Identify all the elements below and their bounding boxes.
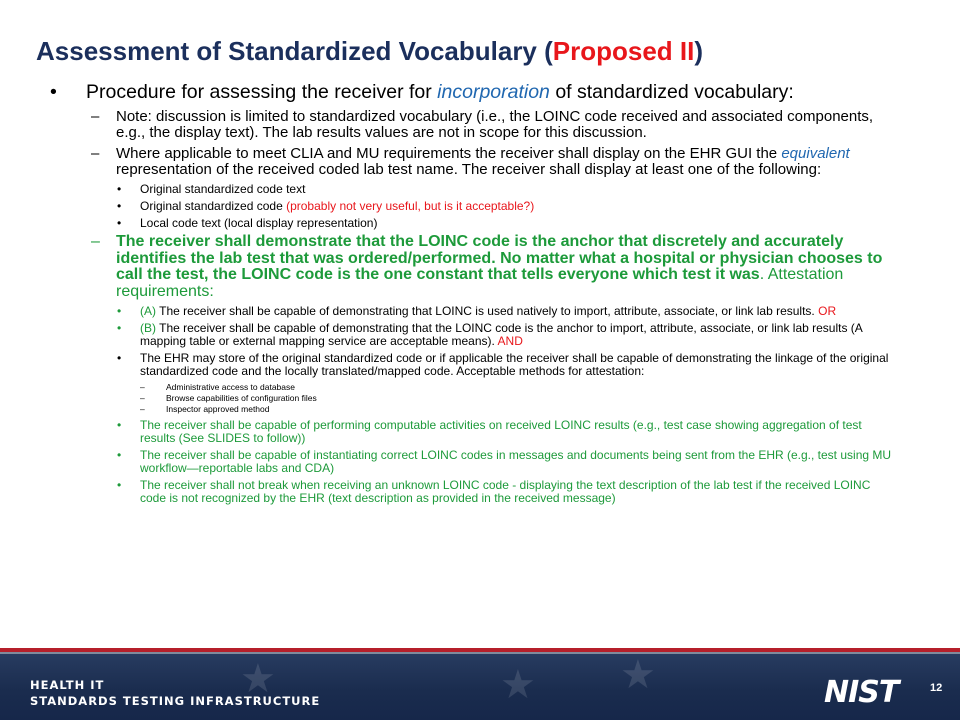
attestation-a-label: (A) <box>140 304 156 318</box>
procedure-emphasis: incorporation <box>437 81 550 103</box>
display-option-2-text: Original standardized code <box>140 199 287 213</box>
attestation-d-text: The receiver shall be capable of performing computable activities on received LOINC results (e.g., test case showing aggregation of test results (See SLIDES to follow)) <box>140 418 862 445</box>
attestation-a <box>0 305 960 318</box>
title-prefix: Assessment of Standardized Vocabulary ( <box>36 36 553 66</box>
anchor-bold-text: The receiver shall demonstrate that the LOINC code is the anchor that discretely and accurately identifies the lab test that was ordered/performed. No matter what a hospital or physician chooses to call the test, the LOINC code is the one constant that tells everyone which test it was <box>116 233 883 283</box>
page-number: 12 <box>930 682 943 694</box>
display-option-3-text: Local code text (local display representation) <box>140 216 378 230</box>
bullet-dot: • <box>117 351 122 365</box>
attestation-c-text: The EHR may store of the original standardized code or if applicable the receiver shall be capable of demonstrating the linkage of the original standardized code and the locally translated/mapped code. Acceptable methods for attestation: <box>140 351 889 378</box>
dash-marker: – <box>91 145 100 162</box>
attestation-e-text: The receiver shall be capable of instantiating correct LOINC codes in messages and documents being sent from the EHR (e.g., test using MU workflow—reportable labs and CDA) <box>140 448 892 475</box>
attestation-b-label: (B) <box>140 321 156 335</box>
attestation-e <box>0 449 960 475</box>
star-decoration-icon: ★ <box>240 657 276 701</box>
bullet-dot: • <box>117 304 122 318</box>
method-item <box>0 393 960 403</box>
bullet-dot: • <box>117 418 122 432</box>
attestation-a-or: OR <box>818 304 837 318</box>
attestation-b-and: AND <box>497 334 523 348</box>
display-option-1 <box>0 183 960 196</box>
attestation-f-text: The receiver shall not break when receiving an unknown LOINC code - displaying the text description of the lab test if the received LOINC code is not recognized by the EHR (text description as provided in the received message) <box>140 478 871 505</box>
attestation-b <box>0 322 960 348</box>
nist-logo: NIST <box>824 675 899 710</box>
note-text: Note: discussion is limited to standardized vocabulary (i.e., the LOINC code received and associated components, e.g., the display text). The lab results values are not in scope for this discussion. <box>116 108 874 141</box>
applicable-text-a: Where applicable to meet CLIA and MU requirements the receiver shall display on the EHR GUI the <box>116 145 782 162</box>
attestation-d <box>0 419 960 445</box>
bullet-dot: • <box>117 199 122 213</box>
attestation-f <box>0 479 960 505</box>
display-option-3 <box>0 217 960 230</box>
attestation-c <box>0 352 960 378</box>
attestation-b-text: The receiver shall be capable of demonstrating that the LOINC code is the anchor to import, attribute, associate, or link lab results (A mapping table or external mapping service are acceptable means). <box>140 321 863 348</box>
display-option-1-text: Original standardized code text <box>140 182 306 196</box>
dash-marker: – <box>140 404 145 414</box>
dash-marker: – <box>91 108 100 125</box>
method-item-text: Browse capabilities of configuration files <box>166 393 317 403</box>
bullet-dot: • <box>117 216 122 230</box>
procedure-text-a: Procedure for assessing the receiver for <box>86 81 438 103</box>
footer-banner <box>0 648 960 720</box>
applicable-text-b: representation of the received coded lab test name. The receiver shall display at least one of the following: <box>116 161 822 178</box>
bullet-applicable <box>0 146 960 178</box>
anchor-tail: . Attestation requirements: <box>116 266 844 300</box>
display-option-2 <box>0 200 960 213</box>
attestation-a-text: The receiver shall be capable of demonstrating that LOINC is used natively to import, attribute, associate, or link lab results. <box>156 304 819 318</box>
title-suffix: ) <box>694 36 704 66</box>
bullet-dot: • <box>117 321 122 335</box>
method-item-text: Inspector approved method <box>166 404 270 414</box>
slide-body <box>0 82 960 509</box>
method-item <box>0 382 960 392</box>
bullet-dot: • <box>117 182 122 196</box>
bullet-note <box>0 109 960 141</box>
dash-marker: – <box>91 233 100 250</box>
dash-marker: – <box>140 382 145 392</box>
bullet-procedure <box>0 82 960 102</box>
method-item <box>0 404 960 414</box>
title-highlight: Proposed II <box>552 36 695 66</box>
star-decoration-icon: ★ <box>500 663 536 707</box>
bullet-dot: • <box>117 448 122 462</box>
bullet-anchor <box>0 234 960 300</box>
bullet-dot: • <box>117 478 122 492</box>
footer-line-2: STANDARDS TESTING INFRASTRUCTURE <box>30 694 321 708</box>
star-decoration-icon: ★ <box>620 653 656 697</box>
display-option-2-note: (probably not very useful, but is it acceptable?) <box>286 199 535 213</box>
applicable-emphasis: equivalent <box>781 145 850 162</box>
footer-light-stripe <box>0 652 960 654</box>
procedure-text-b: of standardized vocabulary: <box>549 81 794 103</box>
dash-marker: – <box>140 393 145 403</box>
footer-line-1: HEALTH IT <box>30 678 105 692</box>
method-item-text: Administrative access to database <box>166 382 295 392</box>
bullet-dot: • <box>50 81 57 103</box>
slide-title <box>36 36 703 67</box>
